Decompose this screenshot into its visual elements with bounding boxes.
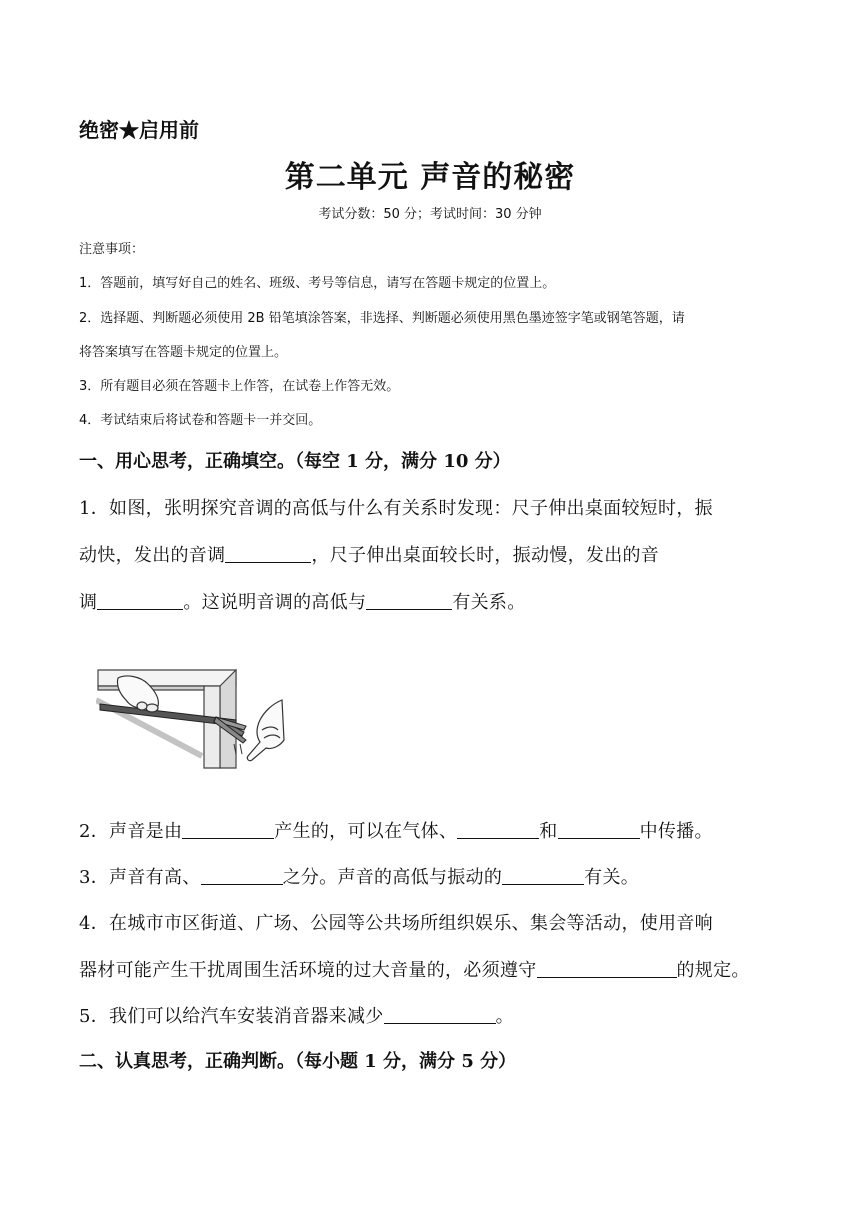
answer-blank[interactable] (558, 820, 640, 839)
question-text: 有关。 (584, 867, 640, 888)
exam-info: 考试分数：50 分；考试时间：30 分钟 (318, 207, 542, 222)
question-text: 中传播。 (639, 821, 713, 842)
answer-blank[interactable] (457, 820, 539, 839)
section-heading-fill-in: 一、用心思考，正确填空。（每空 1 分，满分 10 分） (79, 451, 511, 472)
notice-item: 4．考试结束后将试卷和答题卡一并交回。 (79, 413, 322, 428)
question-1-line-3 (79, 588, 526, 614)
question-text: 调 (79, 592, 98, 613)
question-text: 有关系。 (452, 592, 526, 613)
question-1-line-2 (79, 541, 659, 567)
question-text: 5．我们可以给汽车安装消音器来减少 (79, 1006, 384, 1027)
question-text: ，尺子伸出桌面较长时，振动慢，发出的音 (311, 545, 660, 566)
question-text: 动快，发出的音调 (79, 545, 226, 566)
answer-blank[interactable] (366, 591, 452, 610)
question-text: 和 (539, 821, 558, 842)
notice-heading: 注意事项： (79, 242, 145, 257)
answer-blank[interactable] (502, 866, 584, 885)
answer-blank[interactable] (384, 1005, 496, 1024)
question-text: 。 (495, 1006, 514, 1027)
question-1-line-1: 1．如图，张明探究音调的高低与什么有关系时发现：尺子伸出桌面较短时，振 (79, 498, 713, 519)
ruler-vibration-illustration (96, 660, 286, 772)
question-3 (79, 863, 639, 889)
notice-item: 2．选择题、判断题必须使用 2B 铅笔填涂答案，非选择、判断题必须使用黑色墨迹签字笔或钢笔答题，请 (79, 311, 685, 326)
question-4-line-1: 4．在城市市区街道、广场、公园等公共场所组织娱乐、集会等活动，使用音响 (79, 913, 713, 934)
section-heading-true-false: 二、认真思考，正确判断。（每小题 1 分，满分 5 分） (79, 1051, 517, 1072)
question-text: 3．声音有高、 (79, 867, 201, 888)
question-text: 产生的，可以在气体、 (274, 821, 458, 842)
notice-item: 将答案填写在答题卡规定的位置上。 (79, 345, 288, 360)
page-title: 第二单元 声音的秘密 (284, 160, 576, 195)
notice-item: 1．答题前，填写好自己的姓名、班级、考号等信息，请写在答题卡规定的位置上。 (79, 276, 556, 291)
answer-blank[interactable] (182, 820, 274, 839)
answer-blank[interactable] (225, 544, 311, 563)
question-text: 2．声音是由 (79, 821, 183, 842)
right-hand (247, 700, 284, 761)
answer-blank[interactable] (97, 591, 183, 610)
question-text: 器材可能产生干扰周围生活环境的过大音量的，必须遵守 (79, 960, 537, 981)
question-text: 之分。声音的高低与振动的 (282, 867, 503, 888)
answer-blank[interactable] (201, 866, 283, 885)
question-text: 的规定。 (676, 960, 750, 981)
question-2 (79, 817, 713, 843)
notice-item: 3．所有题目必须在答题卡上作答，在试卷上作答无效。 (79, 379, 400, 394)
question-text: 。这说明音调的高低与 (183, 592, 367, 613)
answer-blank[interactable] (537, 959, 677, 978)
question-4-line-2 (79, 956, 750, 982)
question-5 (79, 1002, 514, 1028)
confidential-mark: 绝密★启用前 (79, 118, 199, 142)
